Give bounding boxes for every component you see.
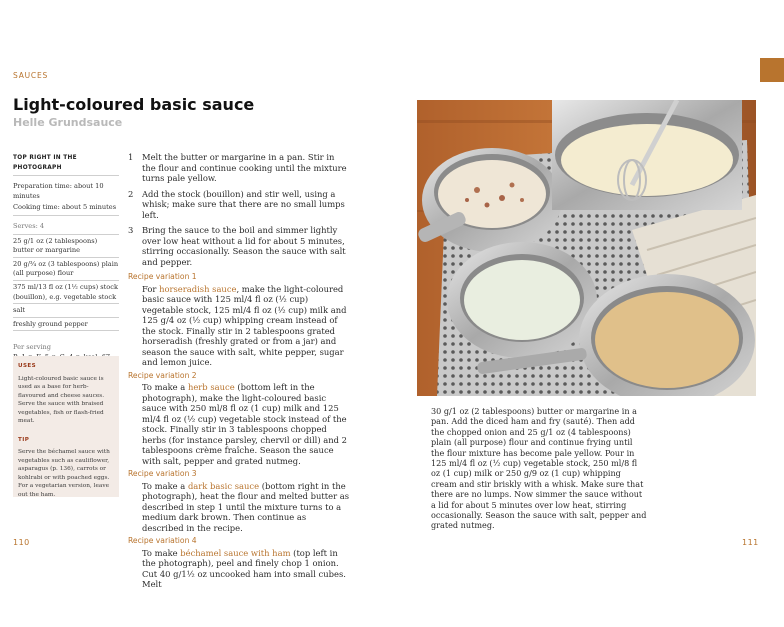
variation-sauce-name: horseradish sauce (159, 283, 237, 294)
variation-text (128, 481, 350, 534)
step-number: 3 (128, 225, 134, 235)
variation-sauce-name: béchamel sauce with ham (180, 547, 291, 558)
step-number: 1 (128, 152, 134, 162)
tip-heading: TIP (18, 436, 30, 443)
step-text: Add the stock (bouillon) and stir well, using a whisk; make sure that there are no small lumps left. (142, 188, 345, 220)
variation-text (128, 284, 350, 368)
chapter-tab-marker (760, 58, 784, 82)
variation-text (128, 548, 350, 590)
variation-text-pre: To make a (142, 382, 188, 392)
variation-text-post: (top left in the photograph), peel and finely chop 1 onion. Cut 40 g/1½ oz uncooked ham into small cubes. Melt (142, 547, 346, 589)
ingredient: freshly ground pepper (13, 318, 119, 332)
variation-heading: Recipe variation 2 (128, 370, 197, 380)
serves: Serves: 4 (13, 222, 119, 235)
page-title: Light-coloured basic sauce (13, 95, 255, 114)
step-number: 2 (128, 188, 134, 199)
variation-text-post: (bottom left in the photograph), make the light-coloured basic sauce with 250 ml/8 fl oz (1 cup) milk and 125 ml/4 fl oz (½ cup) vegetable stock instead of the stock. Finally stir in 3 tablespoons chopped herbs (for instance parsley, chervil or dill) and 2 tablespoons crème fraîche. Season the sauce with salt, pepper and grated nutmeg. (142, 382, 347, 466)
page-number-left: 110 (13, 538, 30, 547)
variation-text-pre: For (142, 283, 160, 294)
variation-text-pre: To make a (142, 480, 188, 491)
tip-text: Serve the béchamel sauce with vegetables such as cauliflower, asparagus (p. 136), carrots or kohlrabi or with poached eggs. For a vegetarian version, leave out the ham. (18, 449, 110, 498)
page-number-right: 111 (742, 538, 759, 547)
variation-heading: Recipe variation 1 (128, 272, 197, 281)
variation-text-pre: To make (142, 547, 181, 558)
variation-text (128, 382, 350, 466)
ingredient: salt (13, 304, 119, 318)
per-serving-label: Per serving (13, 343, 52, 352)
variation-heading: Recipe variation 3 (128, 469, 197, 478)
continued-text: 30 g/1 oz (2 tablespoons) butter or margarine in a pan. Add the diced ham and fry (sauté). Then add the chopped onion and 25 g/1 oz (4 tablespoons) plain (all purpose) flour and continue frying until the flour mixture has become pale yellow. Pour in 125 ml/4 fl oz (½ cup) vegetable stock, 250 ml/8 fl oz (1 cup) milk or 250 g/9 oz (1 cup) whipping cream and stir briskly with a whisk. Make sure that there are no lumps. Now simmer the sauce without a lid for about 5 minutes over low heat, stirring occasionally. Season the sauce with salt, pepper and grated nutmeg. (431, 406, 647, 531)
variation-sauce-name: dark basic sauce (187, 480, 260, 491)
method-column (128, 152, 350, 593)
variation-heading: Recipe variation 4 (128, 536, 197, 545)
variation-sauce-name: herb sauce (187, 382, 235, 392)
variation-text-post: , make the light-coloured basic sauce with 125 ml/4 fl oz (½ cup) vegetable stock, 125 ml/4 fl oz (½ cup) milk and 125 g/4 oz (½ cup) whipping cream instead of the stock. Finally stir in 2 tablespoons grated horseradish (freshly grated or from a jar) and season the sauce with salt, white pepper, sugar and lemon juice. (142, 283, 347, 367)
section-label: SAUCES (13, 71, 49, 80)
uses-text: Light-coloured basic sauce is used as a base for herb-flavoured and cheese sauces. Serve the sauce with braised vegetables, fish or flash-fried meat. (18, 375, 105, 424)
uses-tip-box (13, 356, 119, 497)
page-subtitle: Helle Grundsauce (13, 116, 123, 129)
photo-position-heading: TOP RIGHT IN THE PHOTOGRAPH (13, 154, 119, 176)
cook-time: Cooking time: about 5 minutes (13, 203, 119, 216)
ingredient: 20 g/¾ oz (3 tablespoons) plain (all purpose) flour (13, 258, 119, 281)
method-step (128, 152, 350, 184)
variation-text-post: (bottom right in the photograph), heat the flour and melted butter as described in step 1 until the mixture turns to a medium dark brown. Then continue as described in the recipe. (142, 480, 350, 533)
recipe-info-column (13, 152, 119, 363)
step-text: Melt the butter or margarine in a pan. Stir in the flour and continue cooking until the mixture turns pale yellow. (142, 152, 347, 183)
ingredient: 375 ml/13 fl oz (1½ cups) stock (bouillon), e.g. vegetable stock (13, 281, 119, 304)
uses-heading: USES (18, 363, 37, 369)
method-step (128, 225, 350, 267)
step-text: Bring the sauce to the boil and simmer lightly over low heat without a lid for about 5 minutes, stirring occasionally. Season the sauce with salt and pepper. (142, 225, 346, 267)
sauces-photograph (417, 100, 756, 396)
prep-time: Preparation time: about 10 minutes (13, 182, 104, 200)
method-step (128, 189, 350, 221)
ingredient: 25 g/1 oz (2 tablespoons) butter or margarine (13, 235, 119, 258)
